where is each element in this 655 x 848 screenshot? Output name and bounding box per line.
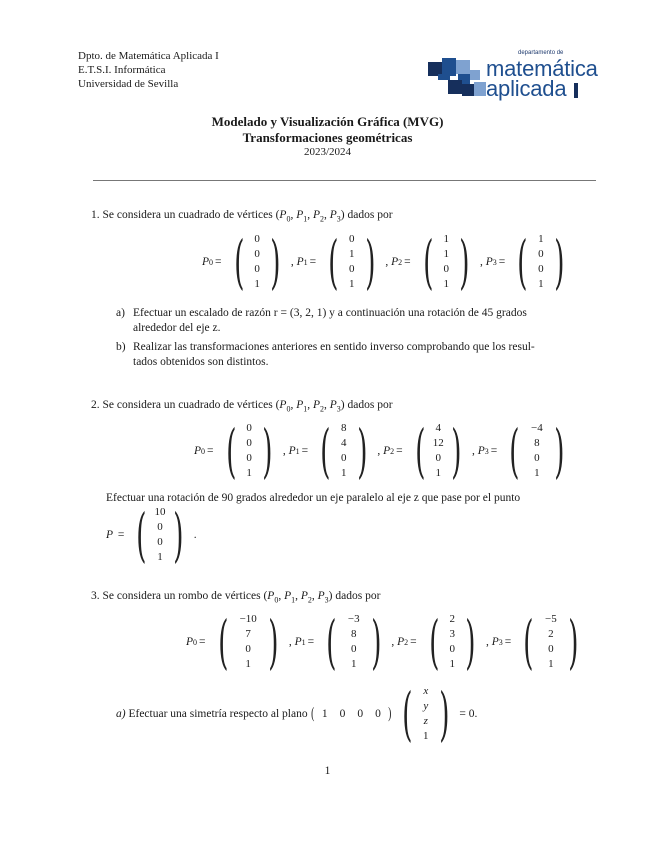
header-line: E.T.S.I. Informática (78, 64, 166, 76)
vector-p1: ( 0 1 0 1 ) (328, 228, 376, 296)
logo-bar (574, 83, 578, 98)
exercise-1-intro: 1. Se considera un cuadrado de vértices ($P_0$, $P_1$, $P_2$, $P_3$) dados por (91, 209, 393, 224)
exercise-number: 3. (91, 590, 100, 602)
logo-small-text: departamento de (518, 50, 564, 56)
exercise-2-text: Efectuar una rotación de 90 grados alrededor un eje paralelo al eje z que pase por el punto (106, 492, 521, 504)
exercise-2-vectors: P 0 = ( 0 0 0 1 ) , P 1 = ( 8 4 0 1 ) , P 2 = ( 4 12 0 1 ) , P 3 = ( −4 8 0 1 ) (194, 417, 565, 485)
exercise-3-vectors: P 0 = ( −10 7 0 1 ) , P 1 = ( −3 8 0 1 ) , P 2 = ( 2 3 0 1 ) , P 3 = ( −5 2 0 1 ) (186, 608, 579, 676)
logo-word-matematica: matemática (486, 56, 598, 81)
header-line: Universidad de Sevilla (78, 78, 179, 90)
logo-word-aplicada: aplicada (486, 76, 567, 101)
topic-title: Transformaciones geométricas (242, 130, 413, 145)
vector-p3: ( 1 0 0 1 ) (517, 228, 565, 296)
title-divider (93, 180, 596, 181)
puzzle-logo-icon (428, 54, 488, 104)
exercise-1-item-a: a) Efectuar un escalado de razón r = (3, 2, 1) y a continuación una rotación de 45 grados alrededor del eje z. (116, 307, 527, 334)
exercise-3-item-a: a) Efectuar una simetría respecto al plano ( 1 0 0 0 ) ( x y z 1 ) = 0. (116, 680, 478, 748)
exercise-1-item-b: b) Realizar las transformaciones anteriores en sentido inverso comprobando que los resul- tados obtenidos son distintos. (116, 341, 535, 368)
exercise-1-vectors: P 0 = ( 0 0 0 1 ) , P 1 = ( 0 1 0 1 ) , P 2 = ( 1 1 0 1 ) , P 3 = ( 1 0 0 1 ) (202, 232, 575, 292)
exercise-number: 1. (91, 209, 100, 221)
exercise-2-intro: 2. Se considera un cuadrado de vértices ($P_0$, $P_1$, $P_2$, $P_3$) dados por (91, 399, 393, 414)
page-number: 1 (324, 765, 331, 777)
academic-year: 2023/2024 (303, 146, 352, 158)
exercise-3-intro: 3. Se considera un rombo de vértices ($P_0$, $P_1$, $P_2$, $P_3$) dados por (91, 590, 381, 605)
vector-p0: ( 0 0 0 1 ) (233, 228, 281, 296)
institution-header (78, 49, 219, 91)
department-logo (428, 50, 598, 102)
header-line: Dpto. de Matemática Aplicada I (78, 50, 219, 62)
point-column-vector: ( x y z 1 ) (402, 680, 450, 748)
plane-row-vector: ( 1 0 0 0 ) (311, 705, 392, 722)
exercise-2-point: P = ( 10 0 0 1 ) . (106, 501, 197, 569)
exercise-number: 2. (91, 399, 100, 411)
course-title: Modelado y Visualización Gráfica (MVG) (211, 114, 444, 129)
vector-p2: ( 1 1 0 1 ) (422, 228, 470, 296)
